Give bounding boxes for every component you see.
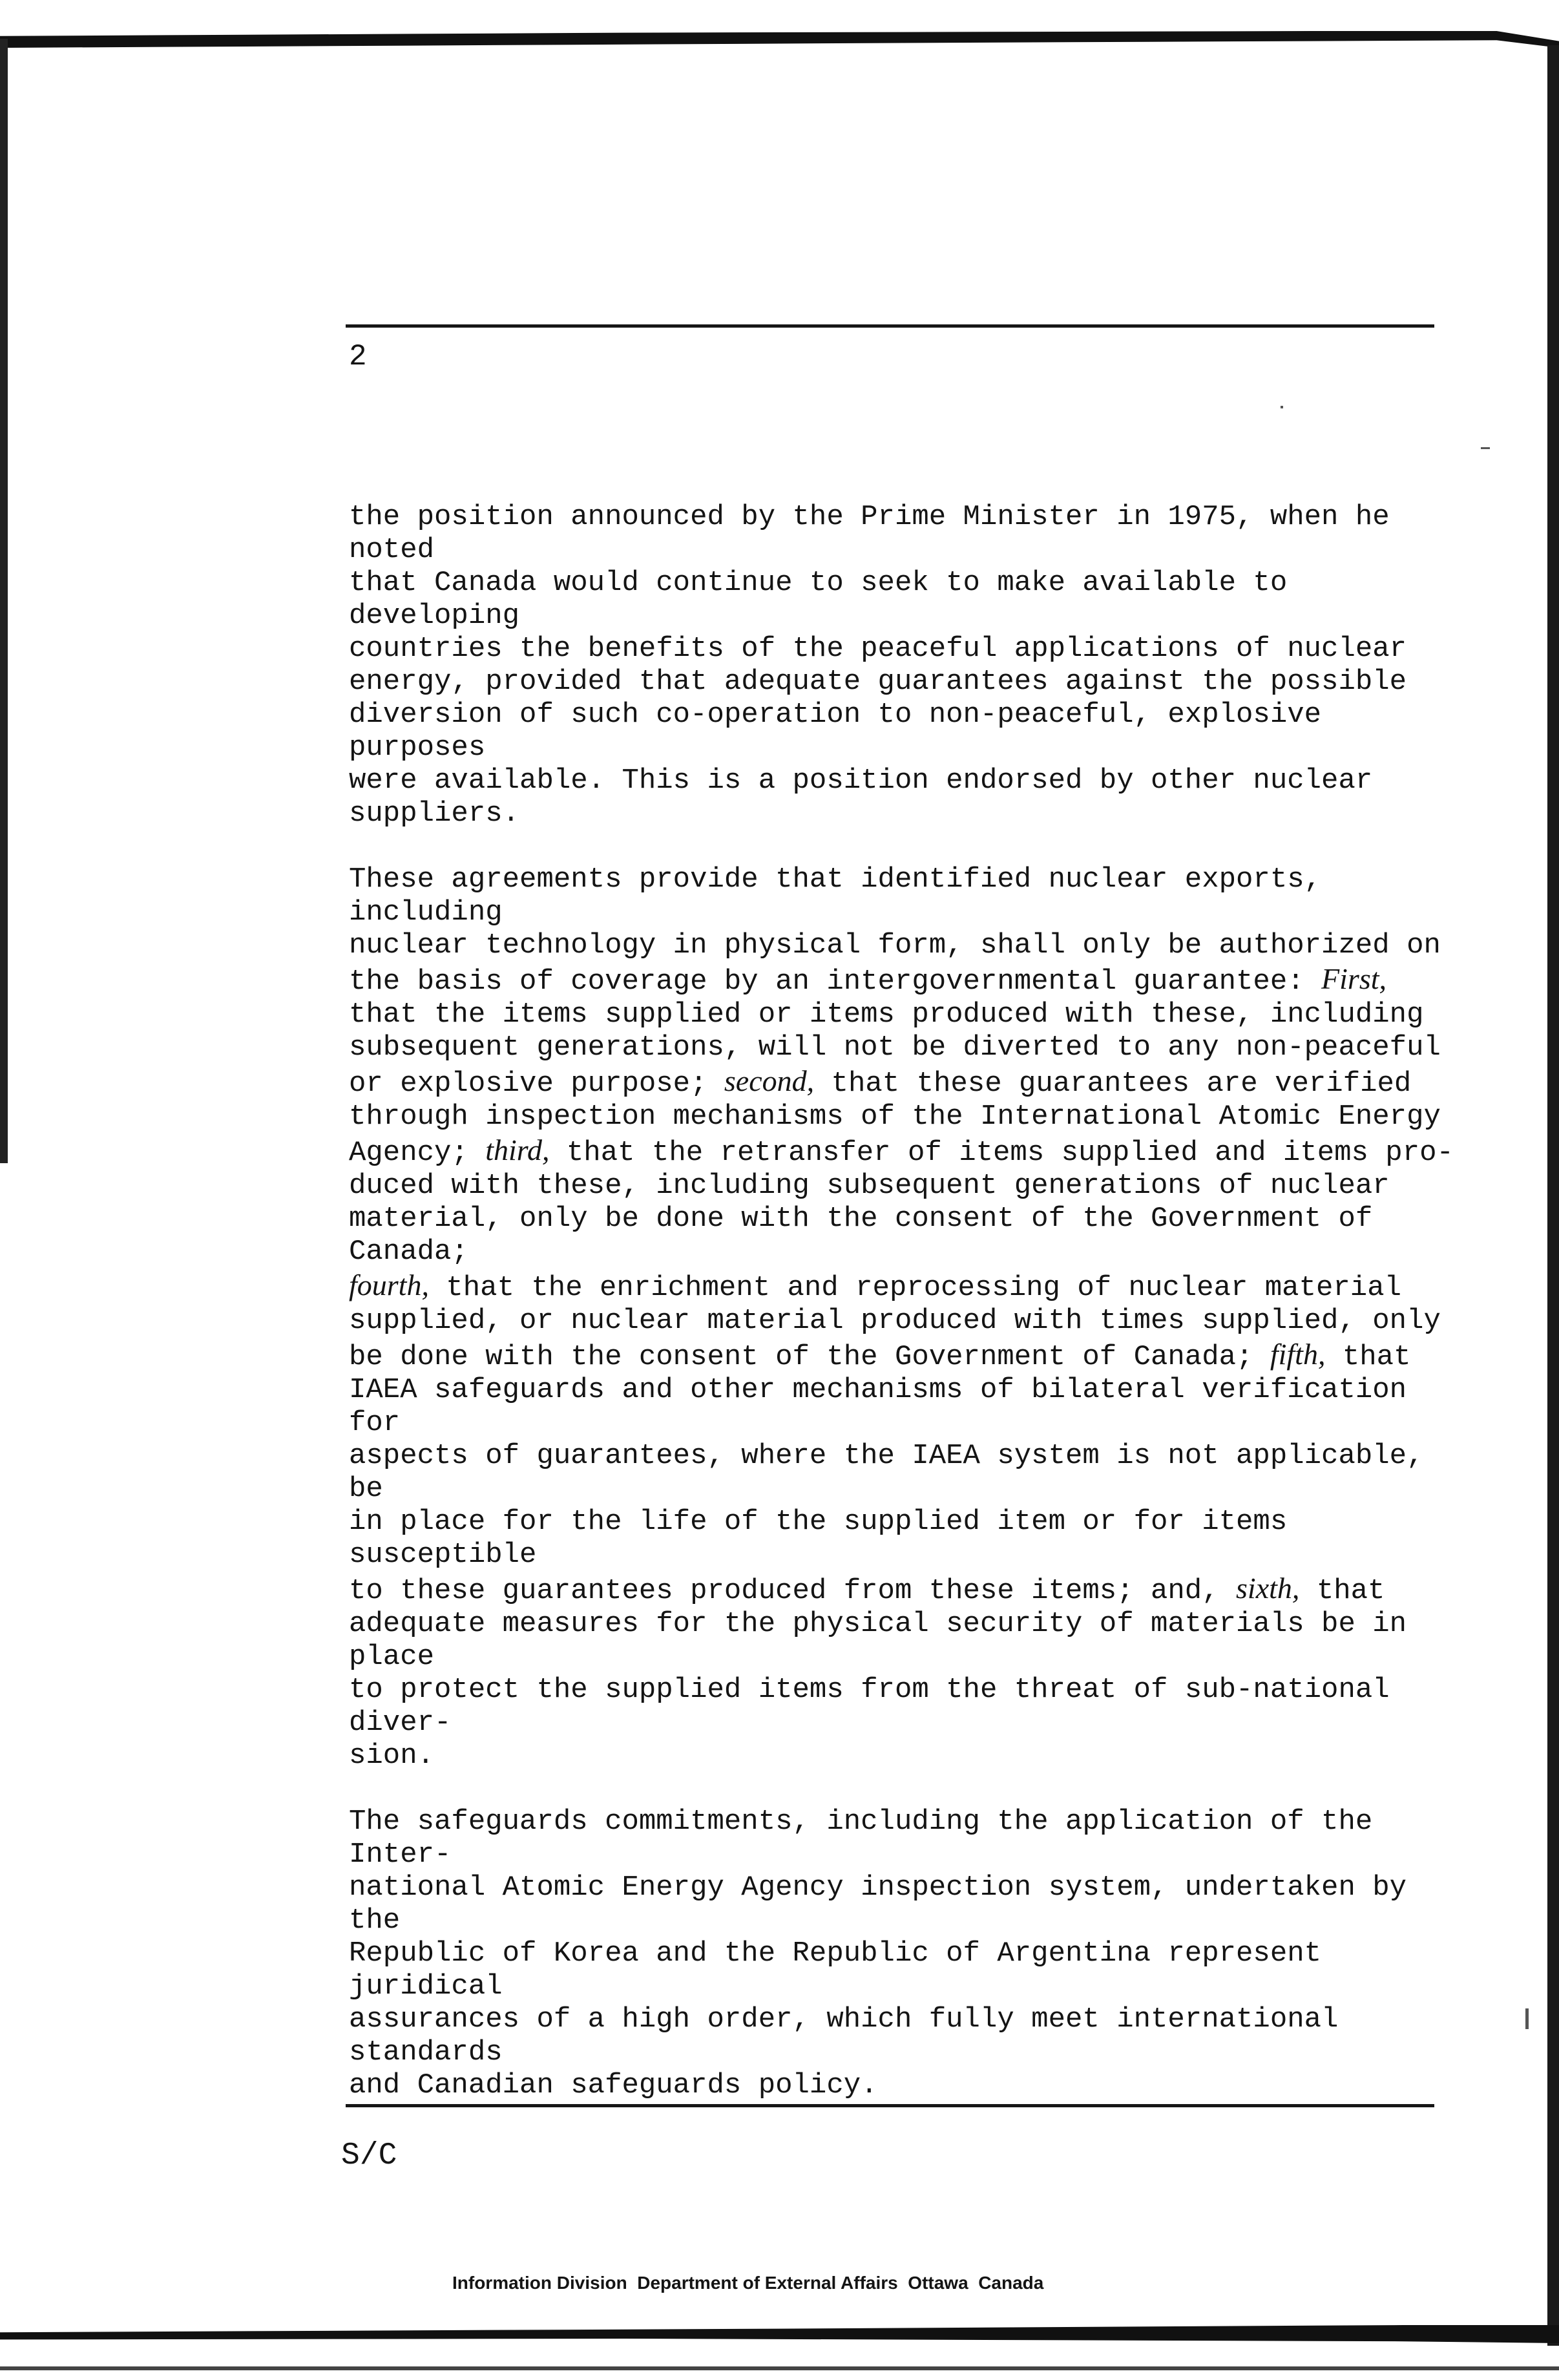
italic-term: second, — [724, 1064, 815, 1097]
paragraph-3 — [349, 1806, 1460, 2102]
italic-term: third, — [485, 1133, 550, 1166]
text-run: that the items supplied or items produced with these, including subsequent generations, will not be diverted to any non-peaceful or explosive purpose; — [349, 998, 1441, 1100]
scan-speck — [1281, 406, 1283, 408]
header-rule — [346, 324, 1434, 328]
text-run: that the retransfer of items supplied and items pro- duced with these, including subsequent generations of nuclear material, only be done with the consent of the Government of Canada; — [349, 1137, 1454, 1268]
italic-term: fourth, — [349, 1269, 429, 1301]
scan-edge-bottom-shadow — [0, 2366, 1559, 2370]
scan-edge-right — [1547, 45, 1559, 2346]
footer-rule — [346, 2104, 1434, 2107]
scan-speck — [1481, 447, 1490, 449]
paragraph-1 — [349, 501, 1460, 830]
scan-edge-top — [0, 31, 1559, 48]
scan-speck — [1525, 2008, 1529, 2029]
footer-credit: Information Division Department of External Affairs Ottawa Canada — [452, 2273, 1044, 2293]
text-run: the position announced by the Prime Minister in 1975, when he noted that Canada would continue to seek to make available to developing countries the benefits of the peaceful applications of nuclear energy, provided that adequate guarantees against the possible diversion of such co-operation to non-peaceful, explosive purposes were available. This is a position endorsed by other nuclear suppliers. — [349, 501, 1407, 830]
text-run: that the enrichment and reprocessing of nuclear material supplied, or nuclear material produced with times supplied, only be done with the consent of the Government of Canada; — [349, 1272, 1441, 1373]
italic-term: fifth, — [1270, 1338, 1326, 1371]
text-run: that these guarantees are verified through inspection mechanisms of the International Atomic Energy Agency; — [349, 1068, 1441, 1169]
text-run: These agreements provide that identified nuclear exports, including nuclear technology in physical form, shall only be authorized on the basis of coverage by an intergovernmental guarantee: — [349, 863, 1441, 998]
footer-code: S/C — [341, 2138, 397, 2173]
scan-edge-left — [0, 39, 8, 1163]
italic-term: sixth, — [1236, 1572, 1300, 1605]
scan-edge-bottom — [0, 2325, 1559, 2343]
body-text — [349, 501, 1460, 2135]
paragraph-2 — [349, 863, 1460, 1773]
page-number: 2 — [349, 340, 367, 374]
text-run: The safeguards commitments, including the application of the Inter- national Atomic Energy Agency inspection system, undertaken by the Republic of Korea and the Republic of Argentina represent juridical assurances of a high order, which fully meet international standards and Canadian safeguards policy. — [349, 1806, 1407, 2101]
text-run: that IAEA safeguards and other mechanisms of bilateral verification for aspects of guarantees, where the IAEA system is not applicable, be in place for the life of the supplied item or for items susceptible to these guarantees produced from these items; and, — [349, 1341, 1424, 1607]
text-run: that adequate measures for the physical security of materials be in place to protect the supplied items from the threat of sub-national diver- sion. — [349, 1575, 1407, 1772]
italic-term: First, — [1321, 962, 1387, 995]
